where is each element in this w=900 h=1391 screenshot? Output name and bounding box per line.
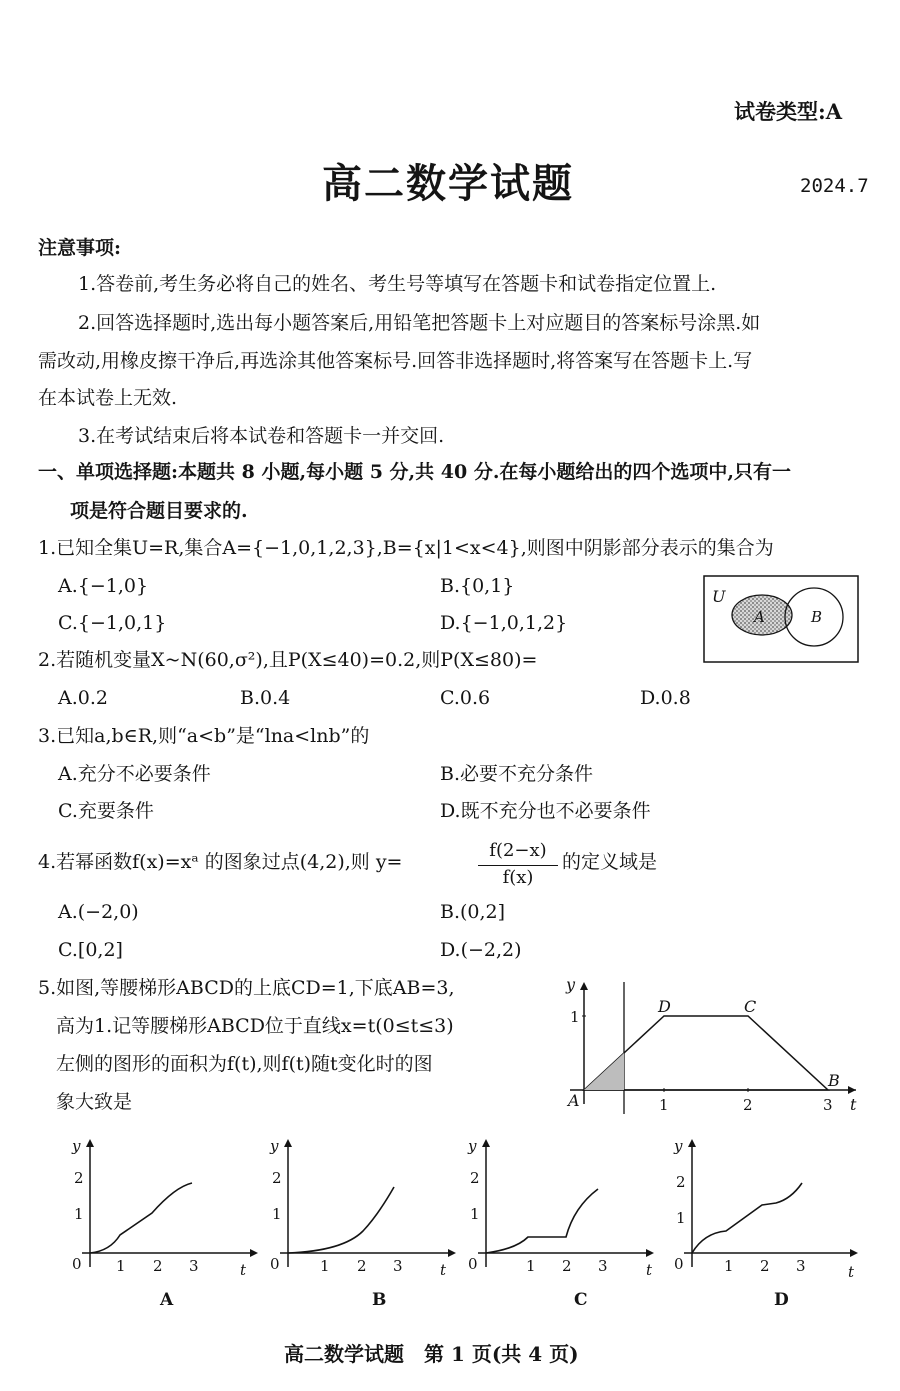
notice-item: 在本试卷上无效.: [38, 387, 178, 409]
section-heading: 一、单项选择题:本题共 8 小题,每小题 5 分,共 40 分.在每小题给出的四个选项中,只有一: [38, 461, 792, 483]
notice-item: 2.回答选择题时,选出每小题答案后,用铅笔把答题卡上对应题目的答案标号涂黑.如: [78, 312, 761, 334]
point-c-label: C: [744, 997, 757, 1016]
q5-stem: 左侧的图形的面积为f(t),则f(t)随t变化时的图: [56, 1053, 433, 1075]
axis-y-label: y: [566, 975, 576, 994]
svg-text:3: 3: [598, 1257, 608, 1275]
svg-text:t: t: [646, 1261, 653, 1279]
svg-text:0: 0: [468, 1255, 478, 1273]
q1-option-a: A.{−1,0}: [58, 575, 149, 597]
svg-text:1: 1: [724, 1257, 734, 1275]
svg-text:2: 2: [470, 1169, 480, 1187]
venn-label-a: A: [754, 608, 765, 626]
svg-text:3: 3: [393, 1257, 403, 1275]
tick-label: 3: [823, 1096, 833, 1114]
tick-label: 2: [743, 1096, 753, 1114]
point-b-label: B: [828, 1071, 840, 1090]
q5-graph-c: [456, 1135, 656, 1315]
x-axis-arrow: [848, 1086, 856, 1094]
q1-option-d: D.{−1,0,1,2}: [440, 612, 568, 634]
page-footer: 高二数学试题 第 1 页(共 4 页): [284, 1342, 579, 1366]
svg-text:y: y: [674, 1137, 683, 1155]
svg-text:2: 2: [74, 1169, 84, 1187]
q4-fraction: [478, 838, 558, 888]
svg-text:y: y: [72, 1137, 81, 1155]
q1-option-b: B.{0,1}: [440, 575, 515, 597]
notice-item: 需改动,用橡皮擦干净后,再选涂其他答案标号.回答非选择题时,将答案写在答题卡上.写: [38, 350, 753, 372]
q3-stem: 3.已知a,b∈R,则“a<b”是“lna<lnb”的: [38, 725, 370, 747]
point-d-label: D: [658, 997, 671, 1016]
q4-option-c: C.[0,2]: [58, 939, 123, 961]
q2-option-c: C.0.6: [440, 687, 491, 709]
svg-text:2: 2: [357, 1257, 367, 1275]
q1-option-c: C.{−1,0,1}: [58, 612, 167, 634]
q5-stem: 高为1.记等腰梯形ABCD位于直线x=t(0≤t≤3): [56, 1015, 454, 1037]
q2-stem: 2.若随机变量X~N(60,σ²),且P(X≤40)=0.2,则P(X≤80)=: [38, 649, 538, 671]
curve-c: [486, 1189, 598, 1253]
graph-label-c: C: [574, 1290, 588, 1310]
svg-text:1: 1: [676, 1209, 686, 1227]
page-title: 高二数学试题: [322, 160, 574, 207]
q4-option-a: A.(−2,0): [58, 901, 139, 923]
curve-a: [90, 1183, 192, 1253]
q3-option-d: D.既不充分也不必要条件: [440, 800, 651, 822]
tick-label: 1: [570, 1008, 580, 1026]
q3-option-c: C.充要条件: [58, 800, 154, 822]
svg-text:t: t: [240, 1261, 247, 1279]
svg-text:2: 2: [272, 1169, 282, 1187]
svg-text:1: 1: [116, 1257, 126, 1275]
q4-fraction-bar: [478, 865, 558, 866]
q3-option-a: A.充分不必要条件: [58, 763, 211, 785]
q1-stem: 1.已知全集U=R,集合A={−1,0,1,2,3},B={x|1<x<4},则图中阴影部分表示的集合为: [38, 537, 774, 559]
q5-graph-b: [258, 1135, 458, 1315]
svg-text:y: y: [270, 1137, 279, 1155]
q2-option-a: A.0.2: [58, 687, 108, 709]
svg-text:0: 0: [674, 1255, 684, 1273]
graph-label-d: D: [774, 1290, 789, 1310]
point-a-label: A: [568, 1091, 580, 1110]
svg-text:2: 2: [562, 1257, 572, 1275]
svg-text:3: 3: [796, 1257, 806, 1275]
graph-label-b: B: [372, 1290, 387, 1310]
q4-option-b: B.(0,2]: [440, 901, 506, 923]
curve-d: [692, 1183, 802, 1253]
svg-text:1: 1: [526, 1257, 536, 1275]
q5-graph-a: [60, 1135, 260, 1315]
section-heading-cont: 项是符合题目要求的.: [70, 500, 248, 522]
svg-text:2: 2: [676, 1173, 686, 1191]
venn-diagram: [700, 574, 862, 666]
paper-type: 试卷类型:A: [734, 99, 843, 124]
svg-text:t: t: [440, 1261, 447, 1279]
q4-numerator: f(2−x): [489, 840, 547, 861]
q3-option-b: B.必要不充分条件: [440, 763, 594, 785]
q2-option-b: B.0.4: [240, 687, 291, 709]
svg-text:y: y: [468, 1137, 477, 1155]
q5-stem: 象大致是: [56, 1091, 133, 1113]
q5-stem: 5.如图,等腰梯形ABCD的上底CD=1,下底AB=3,: [38, 977, 455, 999]
tick-label: 1: [659, 1096, 669, 1114]
svg-text:1: 1: [320, 1257, 330, 1275]
venn-label-u: U: [712, 587, 726, 606]
svg-text:1: 1: [272, 1205, 282, 1223]
axis-t-label: t: [850, 1095, 857, 1114]
q5-graph-d: [656, 1135, 866, 1315]
svg-text:t: t: [848, 1263, 855, 1281]
notice-item: 1.答卷前,考生务必将自己的姓名、考生号等填写在答题卡和试卷指定位置上.: [78, 273, 717, 295]
svg-text:2: 2: [153, 1257, 163, 1275]
graph-label-a: A: [160, 1290, 174, 1310]
trapezoid-figure: [560, 974, 870, 1124]
svg-text:3: 3: [189, 1257, 199, 1275]
q4-stem-end: 的定义域是: [562, 851, 658, 873]
venn-label-b: B: [811, 608, 823, 626]
svg-text:1: 1: [470, 1205, 480, 1223]
curve-b: [288, 1187, 394, 1253]
svg-text:1: 1: [74, 1205, 84, 1223]
notice-item: 3.在考试结束后将本试卷和答题卡一并交回.: [78, 425, 445, 447]
svg-text:0: 0: [270, 1255, 280, 1273]
exam-date: 2024.7: [800, 175, 869, 197]
q4-option-d: D.(−2,2): [440, 939, 522, 961]
svg-text:2: 2: [760, 1257, 770, 1275]
y-axis-arrow: [580, 982, 588, 990]
svg-text:0: 0: [72, 1255, 82, 1273]
notice-heading: 注意事项:: [38, 237, 122, 259]
q2-option-d: D.0.8: [640, 687, 691, 709]
q4-stem: 4.若幂函数f(x)=xᵃ 的图象过点(4,2),则 y=: [38, 851, 403, 873]
q4-denominator: f(x): [502, 867, 534, 888]
